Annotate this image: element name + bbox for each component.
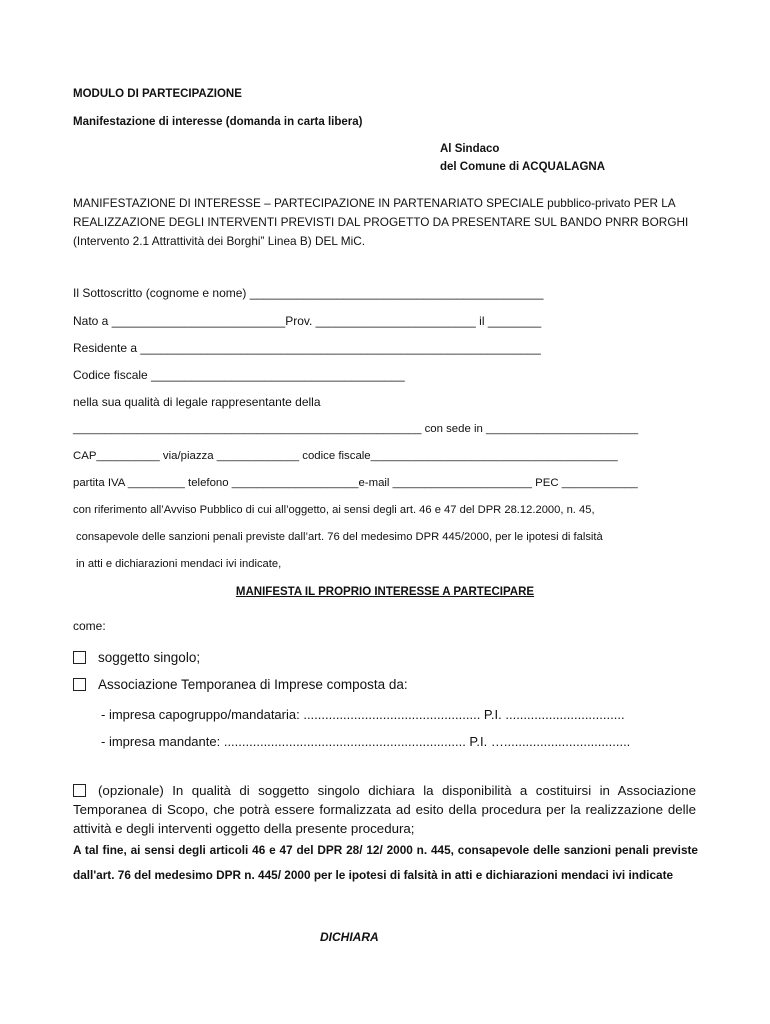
- page-title: MODULO DI PARTECIPAZIONE: [73, 88, 242, 100]
- addressee-line-2: del Comune di ACQUALAGNA: [440, 161, 606, 173]
- checkbox-opzionale[interactable]: [73, 784, 86, 797]
- field-sottoscritto: Il Sottoscritto (cognome e nome) ____________________________________________: [73, 286, 544, 300]
- option-singolo[interactable]: [73, 650, 200, 665]
- field-qualita: nella sua qualità di legale rappresentante della: [73, 395, 321, 409]
- field-atti: in atti e dichiarazioni mendaci ivi indicate,: [76, 558, 282, 570]
- come-label: come:: [73, 619, 106, 633]
- field-consapevole: consapevole delle sanzioni penali previste dall’art. 76 del medesimo DPR 445/2000, per le ipotesi di falsità: [76, 531, 603, 543]
- field-cap: CAP__________ via/piazza _____________ codice fiscale_______________________________________: [73, 450, 618, 462]
- option-singolo-label: soggetto singolo;: [98, 650, 201, 665]
- field-iva: partita IVA _________ telefono ____________________e-mail ______________________ PEC ____________: [73, 477, 638, 489]
- manifesta-heading: MANIFESTA IL PROPRIO INTERESSE A PARTECIPARE: [235, 586, 535, 598]
- addressee-line-1: Al Sindaco: [440, 143, 500, 155]
- field-nato: Nato a __________________________Prov. ________________________ il ________: [73, 314, 542, 328]
- impresa-capogruppo: - impresa capogruppo/mandataria: ................................................. P.I. .................................: [101, 707, 625, 722]
- option-ati[interactable]: [73, 677, 408, 692]
- checkbox-singolo[interactable]: [73, 651, 86, 664]
- page-subtitle: Manifestazione di interesse (domanda in carta libera): [73, 116, 363, 128]
- dichiara-heading: DICHIARA: [320, 930, 379, 944]
- impresa-mandante: - impresa mandante: ................................................................... P.I. …...................................: [101, 734, 631, 749]
- field-residente: Residente a ____________________________________________________________: [73, 341, 541, 355]
- field-riferimento: con riferimento all’Avviso Pubblico di cui all’oggetto, ai sensi degli art. 46 e 47 del DPR 28.12.2000, n. 45,: [73, 504, 595, 516]
- option-opzionale[interactable]: [73, 781, 696, 838]
- field-codice-fiscale: Codice fiscale ______________________________________: [73, 368, 405, 382]
- option-opzionale-text: (opzionale) In qualità di soggetto singolo dichiara la disponibilità a costituirsi in Associazione Temporanea di Scopo, che potrà essere formalizzata ad esito della procedura per la realizzazione delle attività e degli interventi oggetto della presente procedura;: [73, 783, 696, 836]
- field-sede: _______________________________________________________ con sede in ________________________: [73, 423, 639, 435]
- option-ati-label: Associazione Temporanea di Imprese composta da:: [98, 677, 408, 692]
- final-paragraph: A tal fine, ai sensi degli articoli 46 e 47 del DPR 28/ 12/ 2000 n. 445, consapevole delle sanzioni penali previste dall'art. 76 del medesimo DPR n. 445/ 2000 per le ipotesi di falsità in atti e dichiarazioni mendaci ivi indicate: [73, 843, 698, 882]
- intro-paragraph: MANIFESTAZIONE DI INTERESSE – PARTECIPAZIONE IN PARTENARIATO SPECIALE pubblico-privato PER LA REALIZZAZIONE DEGLI INTERVENTI PREVISTI DAL PROGETTO DA PRESENTARE SUL BANDO PNRR BORGHI (Intervento 2.1 Attrattività dei Borghi” Linea B) DEL MiC.: [73, 196, 689, 248]
- checkbox-ati[interactable]: [73, 678, 86, 691]
